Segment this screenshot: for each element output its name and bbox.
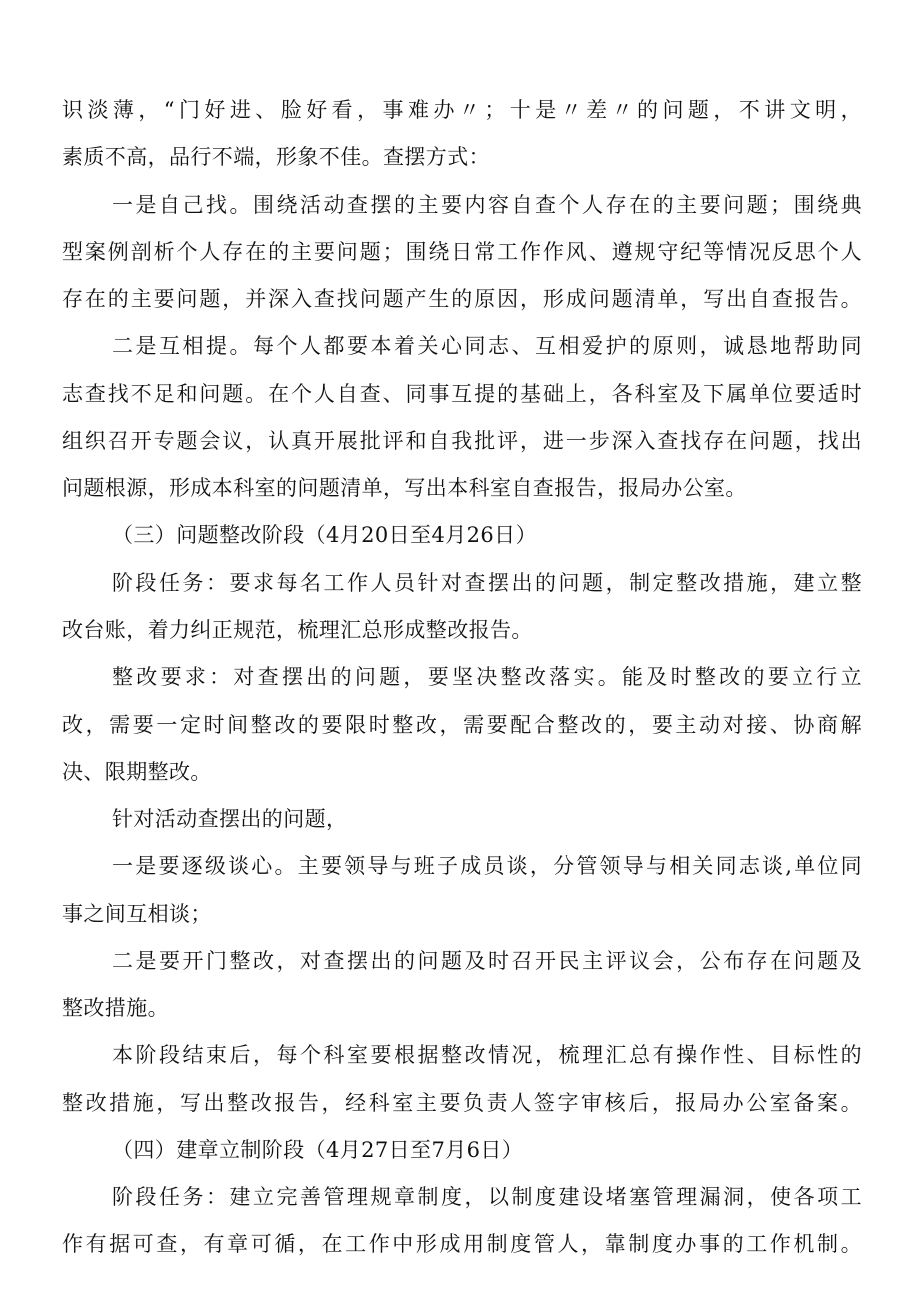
- paragraph-line: 整改措施，写出整改报告，经科室主要负责人签字审核后，报局办公室备案。: [62, 1091, 862, 1115]
- paragraph-line: 二是互相提。每个人都要本着关心同志、互相爱护的原则，诚恳地帮助同: [112, 334, 862, 358]
- paragraph-line: 问题根源，形成本科室的问题清单，写出本科室自查报告，报局办公室。: [62, 476, 747, 500]
- section-heading: （四）建章立制阶段（4月27日至7月6日）: [112, 1138, 524, 1162]
- paragraph-line: 志查找不足和问题。在个人自查、同事互提的基础上，各科室及下属单位要适时: [62, 382, 862, 406]
- paragraph-line: 阶段任务：建立完善管理规章制度，以制度建设堵塞管理漏洞，使各项工: [112, 1185, 862, 1209]
- paragraph-line: 决、限期整改。: [62, 760, 212, 784]
- paragraph-line: 整改措施。: [62, 996, 169, 1020]
- paragraph-line: 组织召开专题会议，认真开展批评和自我批评，进一步深入查找存在问题，找出: [62, 429, 862, 453]
- section-heading: （三）问题整改阶段（4月20日至4月26日）: [112, 523, 537, 547]
- paragraph-line: 针对活动查摆出的问题，: [112, 807, 348, 831]
- paragraph-line: 二是要开门整改，对查摆出的问题及时召开民主评议会，公布存在问题及: [112, 949, 862, 973]
- paragraph-line: 整改要求：对查摆出的问题，要坚决整改落实。能及时整改的要立行立: [112, 665, 862, 689]
- paragraph-line: 一是要逐级谈心。主要领导与班子成员谈，分管领导与相关同志谈,单位同: [112, 854, 862, 878]
- paragraph-line: 作有据可查，有章可循，在工作中形成用制度管人，靠制度办事的工作机制。: [62, 1232, 862, 1256]
- paragraph-line: 改台账，着力纠正规范，梳理汇总形成整改报告。: [62, 618, 533, 642]
- paragraph-line: 阶段任务：要求每名工作人员针对查摆出的问题，制定整改措施，建立整: [112, 571, 862, 595]
- paragraph-line: 存在的主要问题，并深入查找问题产生的原因，形成问题清单，写出自查报告。: [62, 287, 862, 311]
- paragraph-line: 本阶段结束后，每个科室要根据整改情况，梳理汇总有操作性、目标性的: [112, 1043, 862, 1067]
- paragraph-line: 型案例剖析个人存在的主要问题；围绕日常工作作风、遵规守纪等情况反思个人: [62, 240, 862, 264]
- paragraph-line: 事之间互相谈；: [62, 902, 212, 926]
- paragraph-line: 素质不高，品行不端，形象不佳。查摆方式：: [62, 145, 490, 169]
- paragraph-line: 一是自己找。围绕活动查摆的主要内容自查个人存在的主要问题；围绕典: [112, 193, 862, 217]
- paragraph-line: 改，需要一定时间整改的要限时整改，需要配合整改的，要主动对接、协商解: [62, 713, 862, 737]
- paragraph-line: 识淡薄，“门好进、脸好看，事难办〃；十是〃差〃的问题，不讲文明，: [62, 98, 862, 122]
